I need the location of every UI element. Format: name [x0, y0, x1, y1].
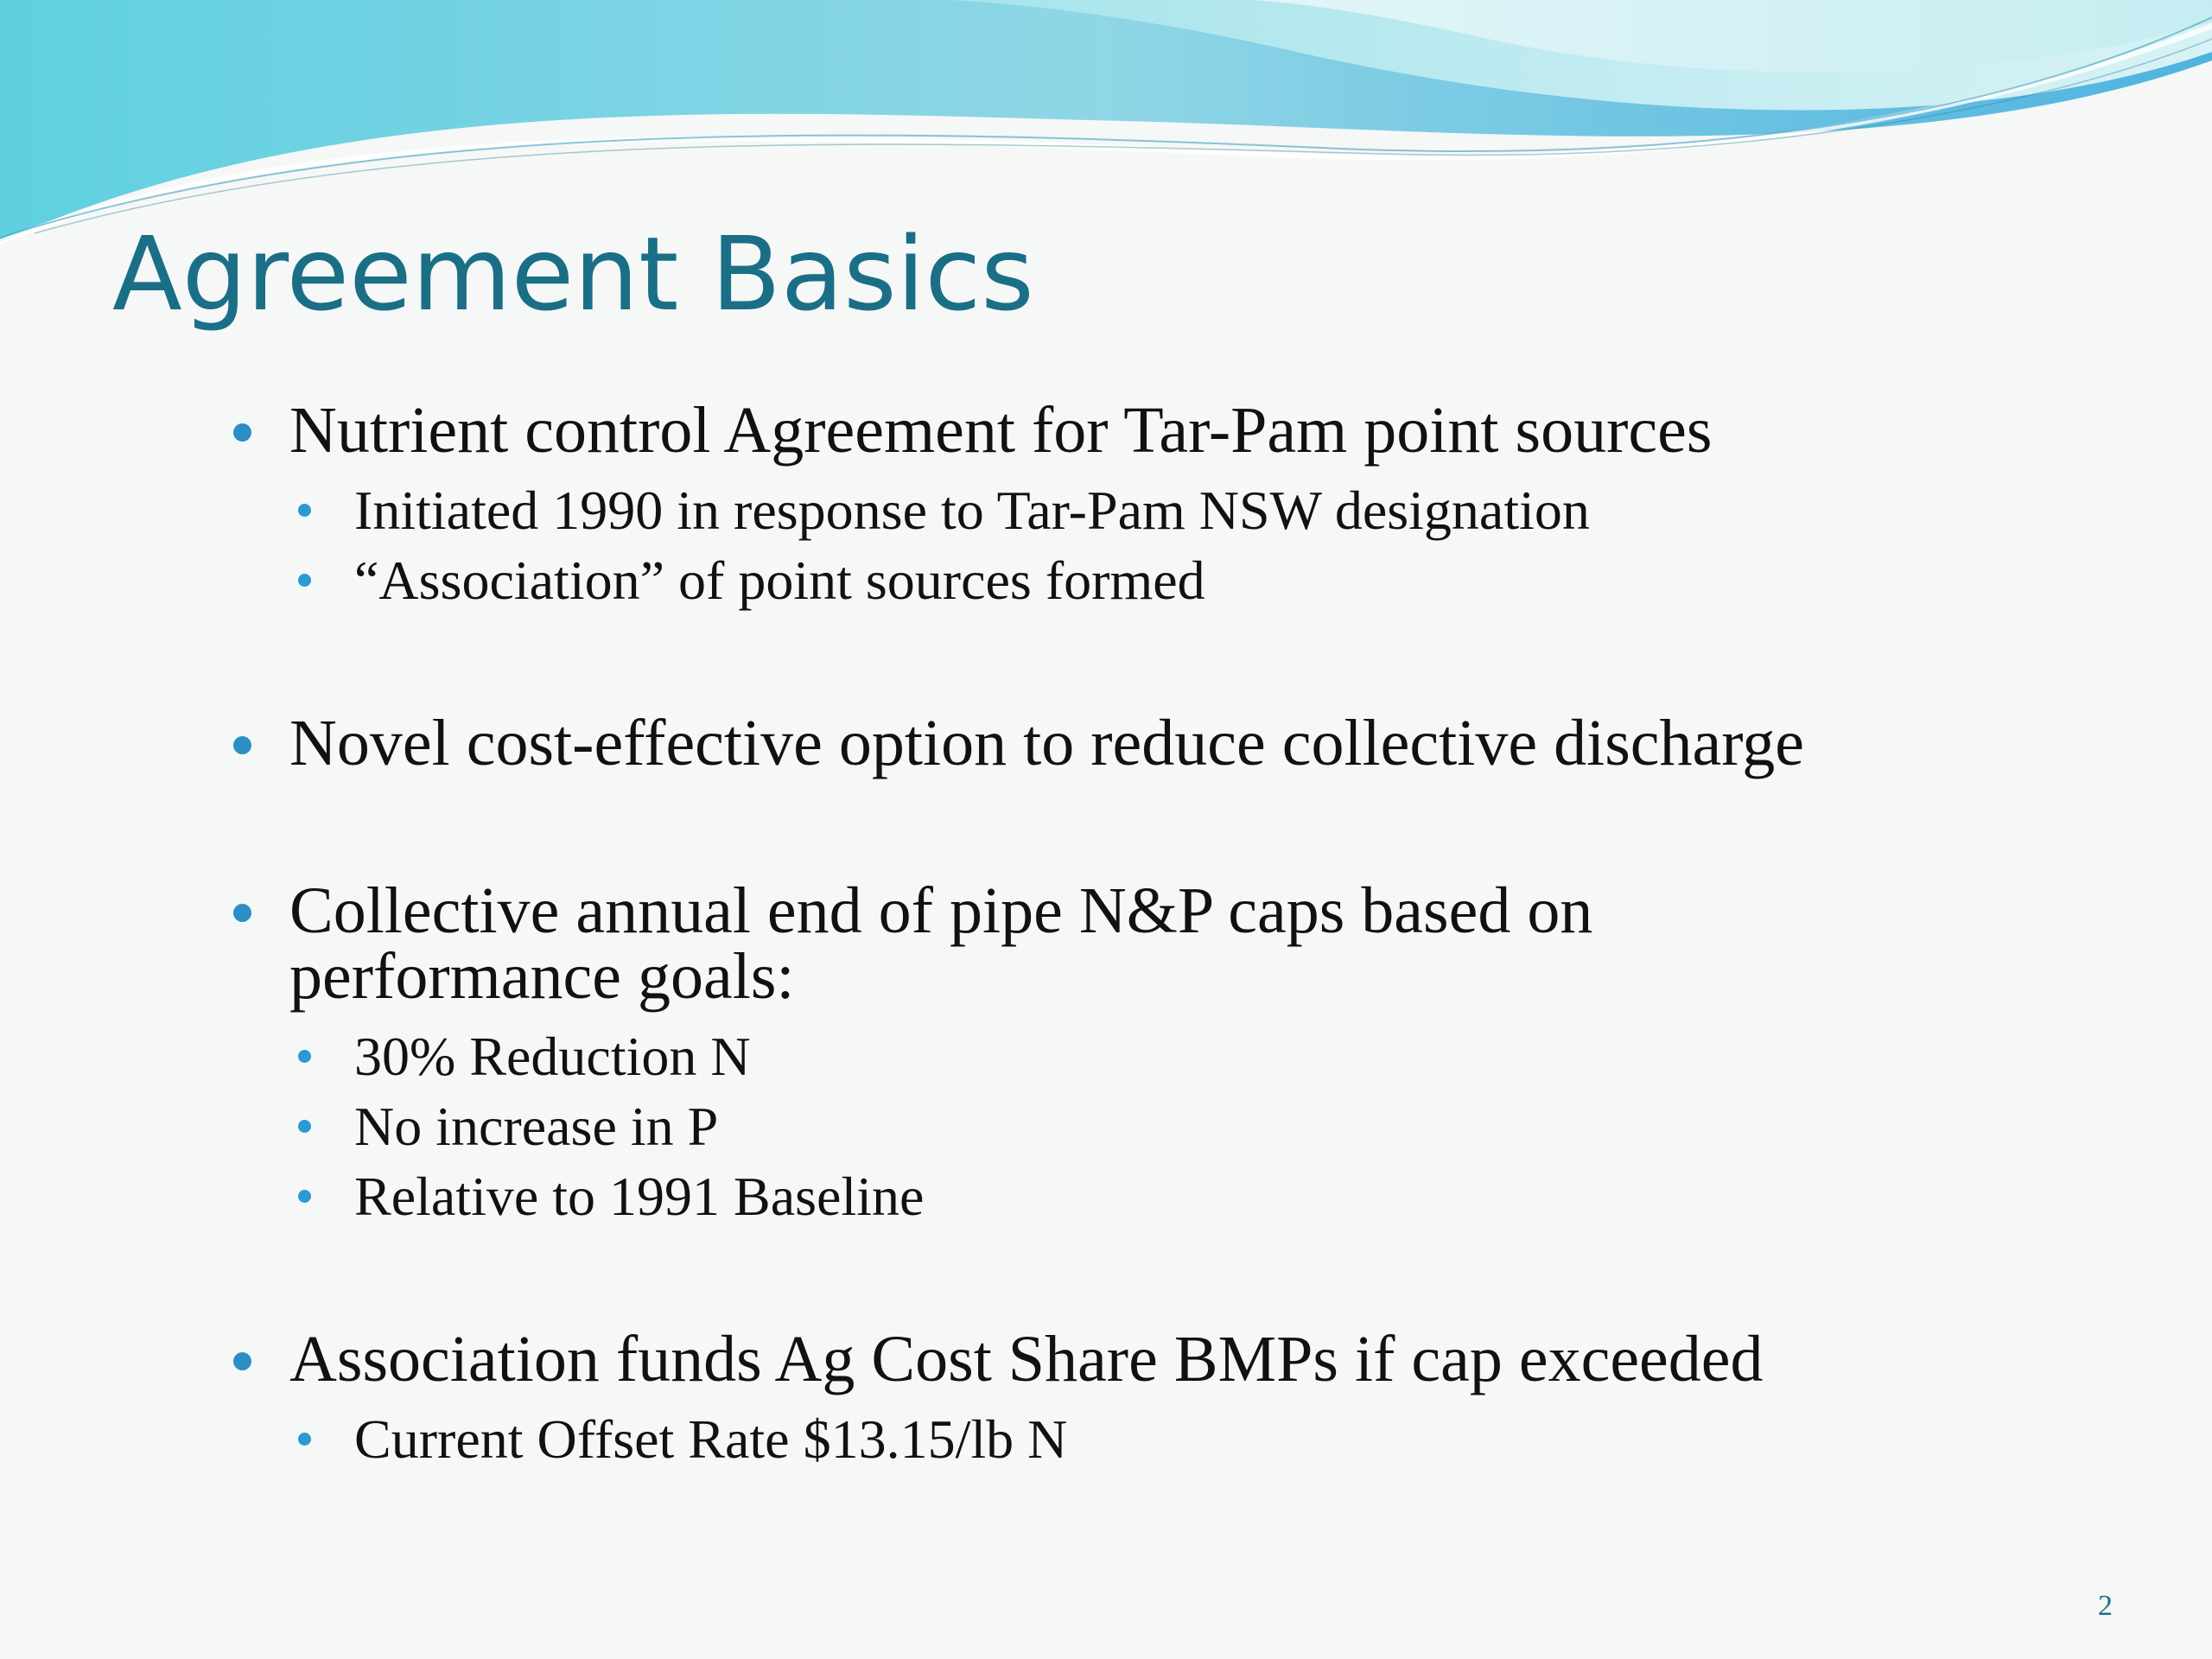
sub-bullet-dot-icon	[298, 574, 311, 587]
sub-bullet-text: No increase in P	[354, 1096, 719, 1157]
bullet-dot-icon	[233, 904, 251, 922]
bullet-3	[233, 874, 2134, 1231]
bullet-2	[233, 707, 2134, 779]
sub-bullet-text: Relative to 1991 Baseline	[354, 1166, 925, 1227]
sub-bullet-dot-icon	[298, 1120, 311, 1133]
bullet-4	[233, 1323, 2134, 1474]
sub-bullet-text: “Association” of point sources formed	[354, 550, 1205, 611]
bullet-1-text: Nutrient control Agreement for Tar-Pam point sources	[289, 394, 1713, 467]
bullet-dot-icon	[233, 1352, 251, 1370]
sub-bullet	[233, 545, 2134, 615]
sub-bullet-dot-icon	[298, 504, 311, 517]
sub-bullet	[233, 1021, 2134, 1091]
bullet-3-sublist	[289, 1021, 2134, 1231]
bullet-4-sublist	[289, 1404, 2134, 1474]
sub-bullet-text: 30% Reduction N	[354, 1026, 751, 1087]
sub-bullet	[233, 475, 2134, 545]
sub-bullet	[233, 1404, 2134, 1474]
sub-bullet-dot-icon	[298, 1433, 311, 1446]
bullet-3-text: Collective annual end of pipe N&P caps based on performance goals:	[289, 874, 1593, 1013]
bullet-2-text: Novel cost-effective option to reduce collective discharge	[289, 707, 1804, 779]
sub-bullet-dot-icon	[298, 1190, 311, 1203]
sub-bullet-text: Current Offset Rate $13.15/lb N	[354, 1408, 1068, 1470]
bullet-content	[233, 394, 2134, 1474]
sub-bullet-dot-icon	[298, 1050, 311, 1063]
sub-bullet-text: Initiated 1990 in response to Tar-Pam NSW designation	[354, 480, 1590, 541]
bullet-dot-icon	[233, 736, 251, 754]
bullet-1-sublist	[289, 475, 2134, 615]
bullet-dot-icon	[233, 423, 251, 442]
page-number: 2	[2098, 1590, 2113, 1622]
bullet-4-text: Association funds Ag Cost Share BMPs if cap exceeded	[289, 1323, 1764, 1395]
sub-bullet	[233, 1161, 2134, 1231]
bullet-1	[233, 394, 2134, 615]
slide-title: Agreement Basics	[112, 214, 1034, 334]
sub-bullet	[233, 1091, 2134, 1161]
